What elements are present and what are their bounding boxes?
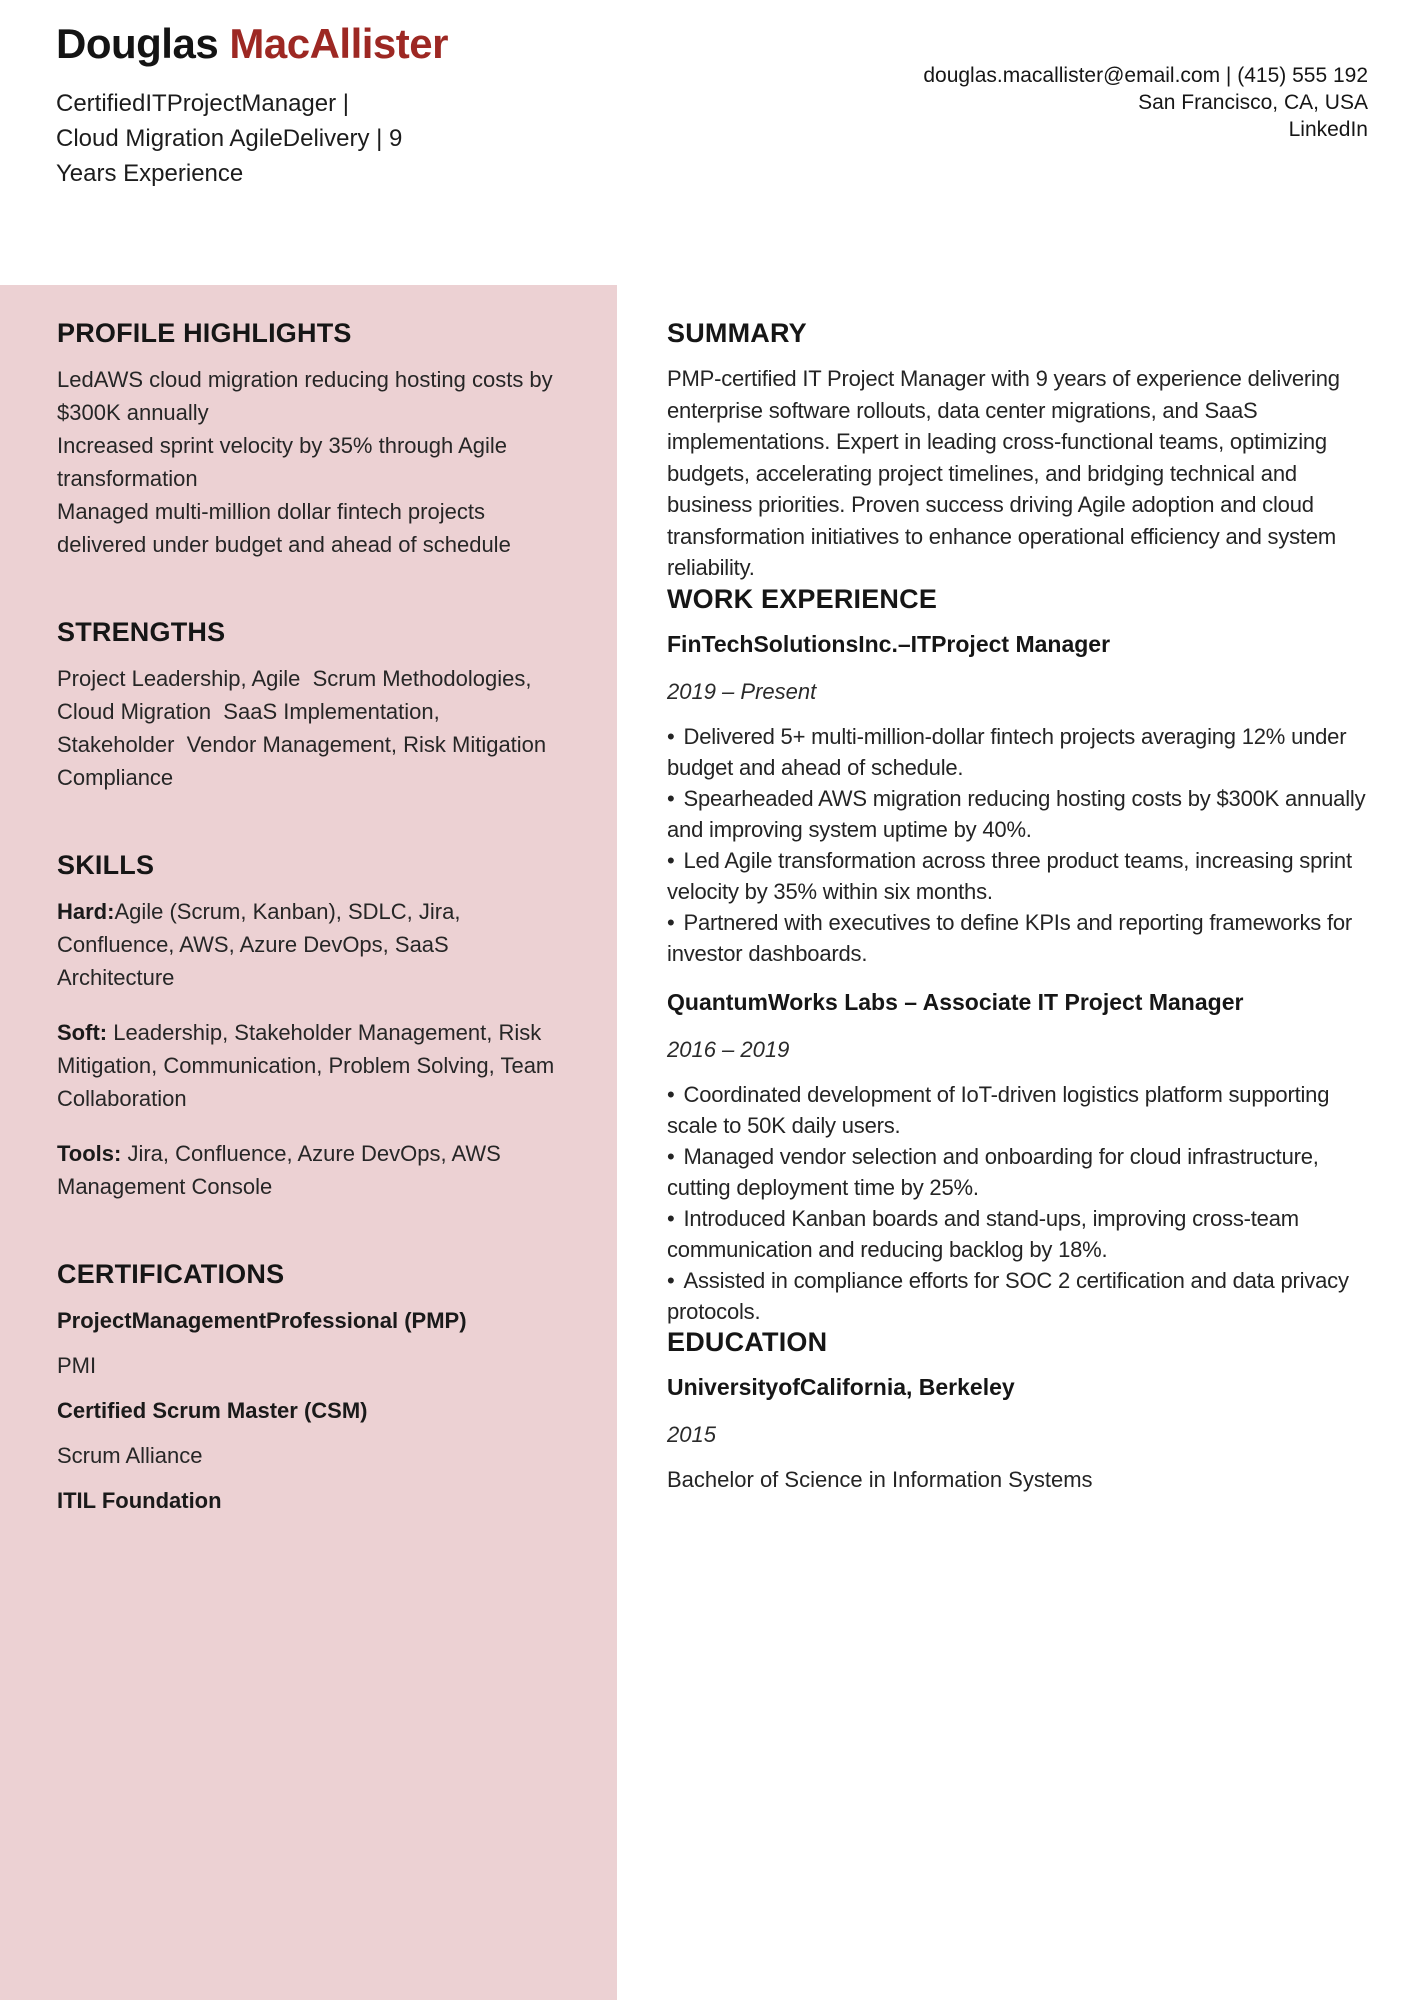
skills-soft	[57, 1016, 557, 1115]
candidate-first-name: Douglas	[56, 20, 219, 67]
certification-name: Certified Scrum Master (CSM)	[57, 1398, 368, 1423]
skills-soft-text: Leadership, Stakeholder Management, Risk Mitigation, Communication, Problem Solving, Team Collaboration	[57, 1020, 555, 1111]
education-entry	[667, 1372, 1367, 1495]
skills-heading: SKILLS	[57, 850, 155, 880]
candidate-last-name: MacAllister	[229, 20, 448, 67]
candidate-title-line: CertifiedITProjectManager |	[56, 90, 350, 117]
job-bullet-list	[667, 721, 1367, 969]
summary-heading: SUMMARY	[667, 318, 807, 348]
profile-highlight-item: Managed multi-million dollar fintech projects delivered under budget and ahead of schedule	[57, 499, 511, 557]
job-bullet-text: Partnered with executives to define KPIs and reporting frameworks for investor dashboards.	[667, 909, 1353, 966]
section-skills	[57, 850, 557, 1203]
contact-email-phone: douglas.macallister@email.com | (415) 555 192	[923, 64, 1368, 87]
skills-tools-label: Tools:	[57, 1141, 122, 1166]
bullet-icon: •	[667, 1267, 675, 1293]
job-bullet-text: Assisted in compliance efforts for SOC 2 certification and data privacy protocols.	[667, 1267, 1349, 1324]
certification-name: ITIL Foundation	[57, 1488, 222, 1513]
candidate-title-line: Years Experience	[56, 160, 244, 187]
skills-tools-text: Jira, Confluence, Azure DevOps, AWS Management Console	[57, 1141, 501, 1199]
skills-hard	[57, 895, 557, 994]
section-profile-highlights	[57, 318, 557, 561]
job-bullet	[667, 1079, 1367, 1141]
profile-highlight-item: LedAWS cloud migration reducing hosting costs by $300K annually	[57, 367, 553, 425]
job-bullet	[667, 783, 1367, 845]
job-bullet	[667, 1141, 1367, 1203]
skills-hard-label: Hard:	[57, 899, 115, 924]
skills-soft-label: Soft:	[57, 1020, 108, 1045]
section-certifications	[57, 1259, 557, 1517]
job-dates: 2016 – 2019	[667, 1036, 790, 1062]
candidate-title	[56, 86, 402, 191]
bullet-icon: •	[667, 909, 675, 935]
contact-linkedin-link[interactable]: LinkedIn	[1288, 118, 1368, 141]
bullet-icon: •	[667, 1205, 675, 1231]
skills-tools	[57, 1137, 557, 1203]
strengths-heading: STRENGTHS	[57, 617, 226, 647]
skills-hard-text: Agile (Scrum, Kanban), SDLC, Jira, Confluence, AWS, Azure DevOps, SaaS Architecture	[57, 899, 461, 990]
education-school: UniversityofCalifornia, Berkeley	[667, 1373, 1015, 1400]
job-bullet-text: Spearheaded AWS migration reducing hosting costs by $300K annually and improving system uptime by 40%.	[667, 785, 1366, 842]
education-degree: Bachelor of Science in Information Systems	[667, 1466, 1093, 1492]
main-column	[667, 318, 1367, 1495]
certifications-heading: CERTIFICATIONS	[57, 1259, 285, 1289]
bullet-icon: •	[667, 723, 675, 749]
job-bullet	[667, 1265, 1367, 1327]
education-dates: 2015	[667, 1421, 716, 1447]
bullet-icon: •	[667, 1081, 675, 1107]
candidate-title-line: Cloud Migration AgileDelivery | 9	[56, 125, 403, 152]
bullet-icon: •	[667, 1143, 675, 1169]
job-bullet	[667, 907, 1367, 969]
contact-block	[923, 62, 1368, 143]
certification-issuer: Scrum Alliance	[57, 1443, 203, 1468]
profile-highlights-heading: PROFILE HIGHLIGHTS	[57, 318, 352, 348]
job-bullet	[667, 721, 1367, 783]
contact-location: San Francisco, CA, USA	[1138, 91, 1368, 114]
section-strengths	[57, 617, 557, 794]
bullet-icon: •	[667, 785, 675, 811]
job-company-role: QuantumWorks Labs – Associate IT Project Manager	[667, 988, 1244, 1015]
job-bullet-text: Coordinated development of IoT-driven logistics platform supporting scale to 50K daily users.	[667, 1081, 1330, 1138]
job-bullet	[667, 1203, 1367, 1265]
job-company-role: FinTechSolutionsInc.–ITProject Manager	[667, 630, 1111, 657]
job-bullet-text: Delivered 5+ multi-million-dollar fintech projects averaging 12% under budget and ahead of schedule.	[667, 723, 1347, 780]
job-bullet-text: Introduced Kanban boards and stand-ups, improving cross-team communication and reducing backlog by 18%.	[667, 1205, 1299, 1262]
job-dates: 2019 – Present	[667, 678, 817, 704]
certification-issuer: PMI	[57, 1353, 97, 1378]
certification-name: ProjectManagementProfessional (PMP)	[57, 1308, 467, 1333]
job-bullet-list	[667, 1079, 1367, 1327]
job-entry	[667, 987, 1367, 1327]
job-bullet	[667, 845, 1367, 907]
job-bullet-text: Managed vendor selection and onboarding for cloud infrastructure, cutting deployment time by 25%.	[667, 1143, 1319, 1200]
summary-text: PMP-certified IT Project Manager with 9 years of experience delivering enterprise software rollouts, data center migrations, and SaaS implementations. Expert in leading cross-functional teams, optimizing budgets, accelerating project timelines, and bridging technical and business priorities. Proven success driving Agile adoption and cloud transformation initiatives to enhance operational efficiency and system reliability.	[667, 366, 1340, 580]
strengths-text: Project Leadership, Agile Scrum Methodologies, Cloud Migration SaaS Implementation, Stakeholder Vendor Management, Risk Mitigation Compliance	[57, 666, 559, 790]
job-bullet-text: Led Agile transformation across three product teams, increasing sprint velocity by 35% within six months.	[667, 847, 1352, 904]
education-heading: EDUCATION	[667, 1326, 828, 1357]
profile-highlight-item: Increased sprint velocity by 35% through Agile transformation	[57, 433, 508, 491]
work-experience-heading: WORK EXPERIENCE	[667, 583, 938, 614]
sidebar-column	[57, 318, 557, 1573]
bullet-icon: •	[667, 847, 675, 873]
job-entry	[667, 629, 1367, 969]
candidate-name	[56, 20, 448, 68]
